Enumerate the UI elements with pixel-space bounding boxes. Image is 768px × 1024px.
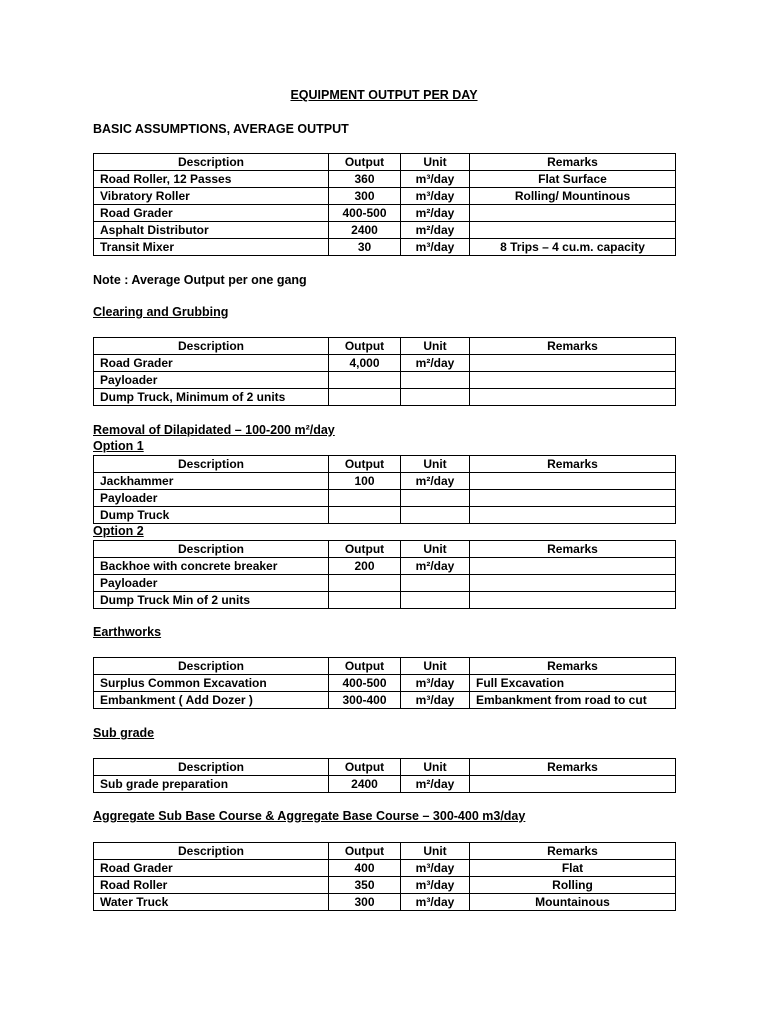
cell-remarks <box>470 558 676 575</box>
cell-description: Embankment ( Add Dozer ) <box>94 692 329 709</box>
cell-remarks <box>470 490 676 507</box>
column-header-output: Output <box>329 456 401 473</box>
column-header-description: Description <box>94 759 329 776</box>
cell-output: 100 <box>329 473 401 490</box>
column-header-description: Description <box>94 658 329 675</box>
table-header-row <box>94 658 676 675</box>
table-row <box>94 171 676 188</box>
cell-unit <box>401 507 470 524</box>
column-header-remarks: Remarks <box>470 658 676 675</box>
cell-unit: m³/day <box>401 188 470 205</box>
cell-description: Asphalt Distributor <box>94 222 329 239</box>
column-header-output: Output <box>329 154 401 171</box>
cell-description: Road Grader <box>94 205 329 222</box>
column-header-output: Output <box>329 759 401 776</box>
column-header-unit: Unit <box>401 759 470 776</box>
cell-remarks <box>470 575 676 592</box>
cell-remarks: Rolling <box>470 877 676 894</box>
cell-output: 300 <box>329 188 401 205</box>
cell-unit: m²/day <box>401 473 470 490</box>
cell-output: 2400 <box>329 776 401 793</box>
cell-output <box>329 507 401 524</box>
clearing-grubbing-table <box>93 337 676 406</box>
cell-unit: m²/day <box>401 776 470 793</box>
cell-output: 400-500 <box>329 675 401 692</box>
table-row <box>94 507 676 524</box>
cell-remarks: Flat Surface <box>470 171 676 188</box>
cell-description: Transit Mixer <box>94 239 329 256</box>
cell-unit: m³/day <box>401 171 470 188</box>
table-row <box>94 239 676 256</box>
sub-grade-heading: Sub grade <box>93 726 155 740</box>
column-header-remarks: Remarks <box>470 843 676 860</box>
table-row <box>94 355 676 372</box>
column-header-unit: Unit <box>401 456 470 473</box>
cell-remarks: Rolling/ Mountinous <box>470 188 676 205</box>
column-header-description: Description <box>94 338 329 355</box>
option-2-table <box>93 540 676 609</box>
cell-remarks <box>470 355 676 372</box>
cell-remarks <box>470 205 676 222</box>
column-header-remarks: Remarks <box>470 456 676 473</box>
cell-description: Water Truck <box>94 894 329 911</box>
cell-remarks: Full Excavation <box>470 675 676 692</box>
removal-dilapidated-heading: Removal of Dilapidated – 100-200 m²/day <box>93 423 335 437</box>
cell-unit <box>401 372 470 389</box>
cell-output <box>329 389 401 406</box>
cell-unit: m²/day <box>401 222 470 239</box>
cell-description: Dump Truck, Minimum of 2 units <box>94 389 329 406</box>
column-header-output: Output <box>329 541 401 558</box>
column-header-remarks: Remarks <box>470 541 676 558</box>
basic-assumptions-table <box>93 153 676 256</box>
table-row <box>94 558 676 575</box>
cell-output <box>329 372 401 389</box>
cell-output: 300-400 <box>329 692 401 709</box>
column-header-unit: Unit <box>401 658 470 675</box>
cell-remarks: 8 Trips – 4 cu.m. capacity <box>470 239 676 256</box>
cell-description: Payloader <box>94 575 329 592</box>
clearing-grubbing-heading: Clearing and Grubbing <box>93 305 229 319</box>
cell-description: Jackhammer <box>94 473 329 490</box>
cell-output: 2400 <box>329 222 401 239</box>
cell-remarks: Mountainous <box>470 894 676 911</box>
cell-description: Road Roller <box>94 877 329 894</box>
table-row <box>94 776 676 793</box>
column-header-unit: Unit <box>401 541 470 558</box>
cell-unit: m³/day <box>401 692 470 709</box>
column-header-description: Description <box>94 154 329 171</box>
table-row <box>94 860 676 877</box>
cell-description: Surplus Common Excavation <box>94 675 329 692</box>
column-header-description: Description <box>94 456 329 473</box>
option-1-table <box>93 455 676 524</box>
cell-description: Payloader <box>94 372 329 389</box>
column-header-unit: Unit <box>401 338 470 355</box>
table-row <box>94 592 676 609</box>
note-text: Note : Average Output per one gang <box>93 273 307 287</box>
column-header-description: Description <box>94 843 329 860</box>
cell-output: 360 <box>329 171 401 188</box>
table-header-row <box>94 843 676 860</box>
cell-remarks <box>470 372 676 389</box>
cell-description: Payloader <box>94 490 329 507</box>
cell-description: Road Roller, 12 Passes <box>94 171 329 188</box>
cell-output <box>329 575 401 592</box>
column-header-unit: Unit <box>401 154 470 171</box>
table-row <box>94 205 676 222</box>
cell-remarks <box>470 389 676 406</box>
sub-grade-table <box>93 758 676 793</box>
cell-remarks <box>470 473 676 490</box>
aggregate-base-heading: Aggregate Sub Base Course & Aggregate Base Course – 300-400 m3/day <box>93 809 526 823</box>
table-row <box>94 389 676 406</box>
cell-description: Vibratory Roller <box>94 188 329 205</box>
table-row <box>94 692 676 709</box>
cell-description: Road Grader <box>94 355 329 372</box>
table-row <box>94 877 676 894</box>
cell-remarks <box>470 776 676 793</box>
cell-output: 4,000 <box>329 355 401 372</box>
table-row <box>94 188 676 205</box>
table-row <box>94 222 676 239</box>
column-header-remarks: Remarks <box>470 759 676 776</box>
column-header-unit: Unit <box>401 843 470 860</box>
cell-unit: m³/day <box>401 239 470 256</box>
table-row <box>94 490 676 507</box>
column-header-output: Output <box>329 843 401 860</box>
cell-output: 300 <box>329 894 401 911</box>
column-header-remarks: Remarks <box>470 338 676 355</box>
column-header-output: Output <box>329 658 401 675</box>
cell-remarks <box>470 507 676 524</box>
table-header-row <box>94 759 676 776</box>
earthworks-table <box>93 657 676 709</box>
table-header-row <box>94 456 676 473</box>
table-row <box>94 372 676 389</box>
cell-unit: m²/day <box>401 205 470 222</box>
cell-description: Road Grader <box>94 860 329 877</box>
cell-remarks: Embankment from road to cut <box>470 692 676 709</box>
cell-unit: m³/day <box>401 860 470 877</box>
earthworks-heading: Earthworks <box>93 625 162 639</box>
option-2-heading: Option 2 <box>93 524 144 538</box>
table-row <box>94 675 676 692</box>
cell-output: 400 <box>329 860 401 877</box>
cell-unit <box>401 592 470 609</box>
table-row <box>94 575 676 592</box>
cell-unit: m³/day <box>401 675 470 692</box>
cell-unit <box>401 490 470 507</box>
column-header-output: Output <box>329 338 401 355</box>
cell-output: 350 <box>329 877 401 894</box>
table-header-row <box>94 338 676 355</box>
table-header-row <box>94 541 676 558</box>
column-header-description: Description <box>94 541 329 558</box>
cell-unit: m²/day <box>401 558 470 575</box>
column-header-remarks: Remarks <box>470 154 676 171</box>
cell-description: Sub grade preparation <box>94 776 329 793</box>
cell-unit: m³/day <box>401 877 470 894</box>
table-row <box>94 473 676 490</box>
table-header-row <box>94 154 676 171</box>
table-row <box>94 894 676 911</box>
cell-description: Dump Truck <box>94 507 329 524</box>
cell-output: 30 <box>329 239 401 256</box>
cell-unit <box>401 389 470 406</box>
page-title: EQUIPMENT OUTPUT PER DAY <box>290 88 478 102</box>
cell-output <box>329 490 401 507</box>
cell-description: Backhoe with concrete breaker <box>94 558 329 575</box>
cell-remarks <box>470 222 676 239</box>
cell-unit <box>401 575 470 592</box>
option-1-heading: Option 1 <box>93 439 144 453</box>
cell-output: 400-500 <box>329 205 401 222</box>
basic-assumptions-heading: BASIC ASSUMPTIONS, AVERAGE OUTPUT <box>93 122 349 136</box>
aggregate-base-table <box>93 842 676 911</box>
cell-description: Dump Truck Min of 2 units <box>94 592 329 609</box>
cell-output: 200 <box>329 558 401 575</box>
cell-output <box>329 592 401 609</box>
cell-unit: m²/day <box>401 355 470 372</box>
cell-remarks <box>470 592 676 609</box>
cell-unit: m³/day <box>401 894 470 911</box>
cell-remarks: Flat <box>470 860 676 877</box>
